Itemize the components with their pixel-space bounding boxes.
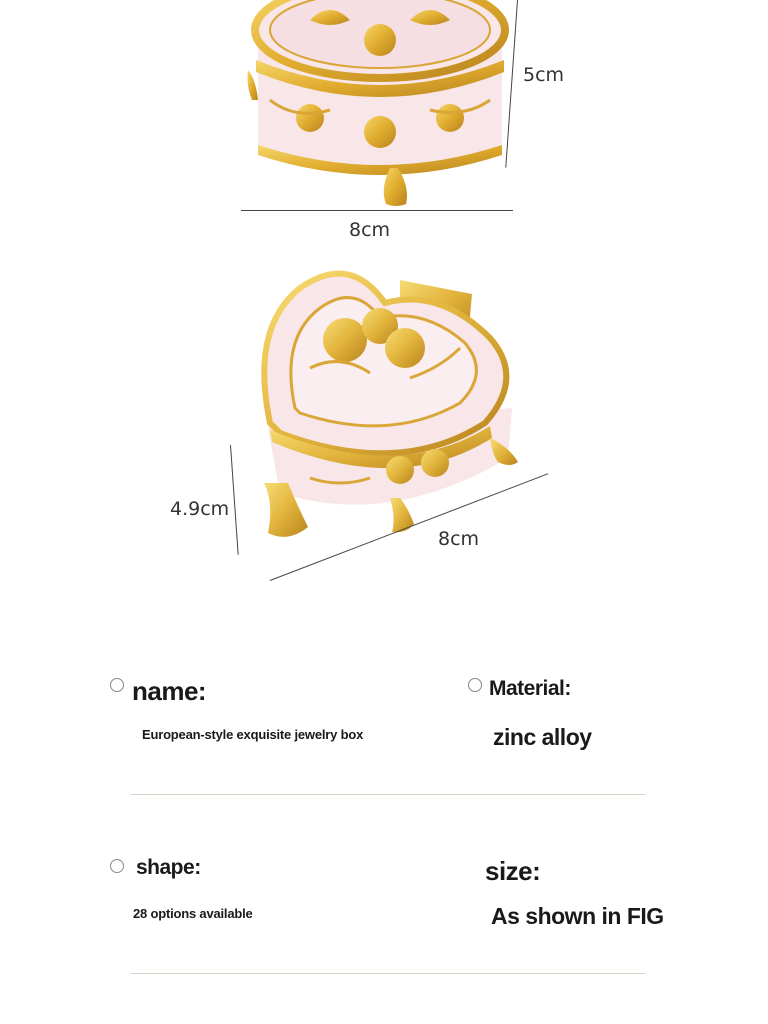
round-width-label: 8cm — [349, 219, 391, 241]
heart-width-label: 8cm — [438, 528, 480, 550]
shape-value: 28 options available — [133, 906, 253, 921]
heart-height-line — [230, 445, 239, 555]
material-bullet-icon — [468, 678, 482, 692]
shape-bullet-icon — [110, 859, 124, 873]
name-bullet-icon — [110, 678, 124, 692]
separator-line — [131, 794, 645, 795]
name-value: European-style exquisite jewelry box — [142, 727, 364, 742]
size-value: As shown in FIG — [491, 903, 664, 929]
material-value: zinc alloy — [493, 724, 592, 750]
shape-label: shape: — [136, 856, 201, 879]
separator-line-bottom — [131, 973, 645, 974]
round-height-label: 5cm — [523, 64, 565, 86]
material-label: Material: — [489, 677, 571, 700]
round-width-line — [241, 210, 513, 211]
name-label: name: — [132, 676, 207, 706]
size-label: size: — [485, 856, 541, 886]
round-jewelry-box-image — [240, 0, 520, 215]
heart-height-label: 4.9cm — [170, 498, 230, 520]
heart-jewelry-box-image — [250, 258, 525, 543]
